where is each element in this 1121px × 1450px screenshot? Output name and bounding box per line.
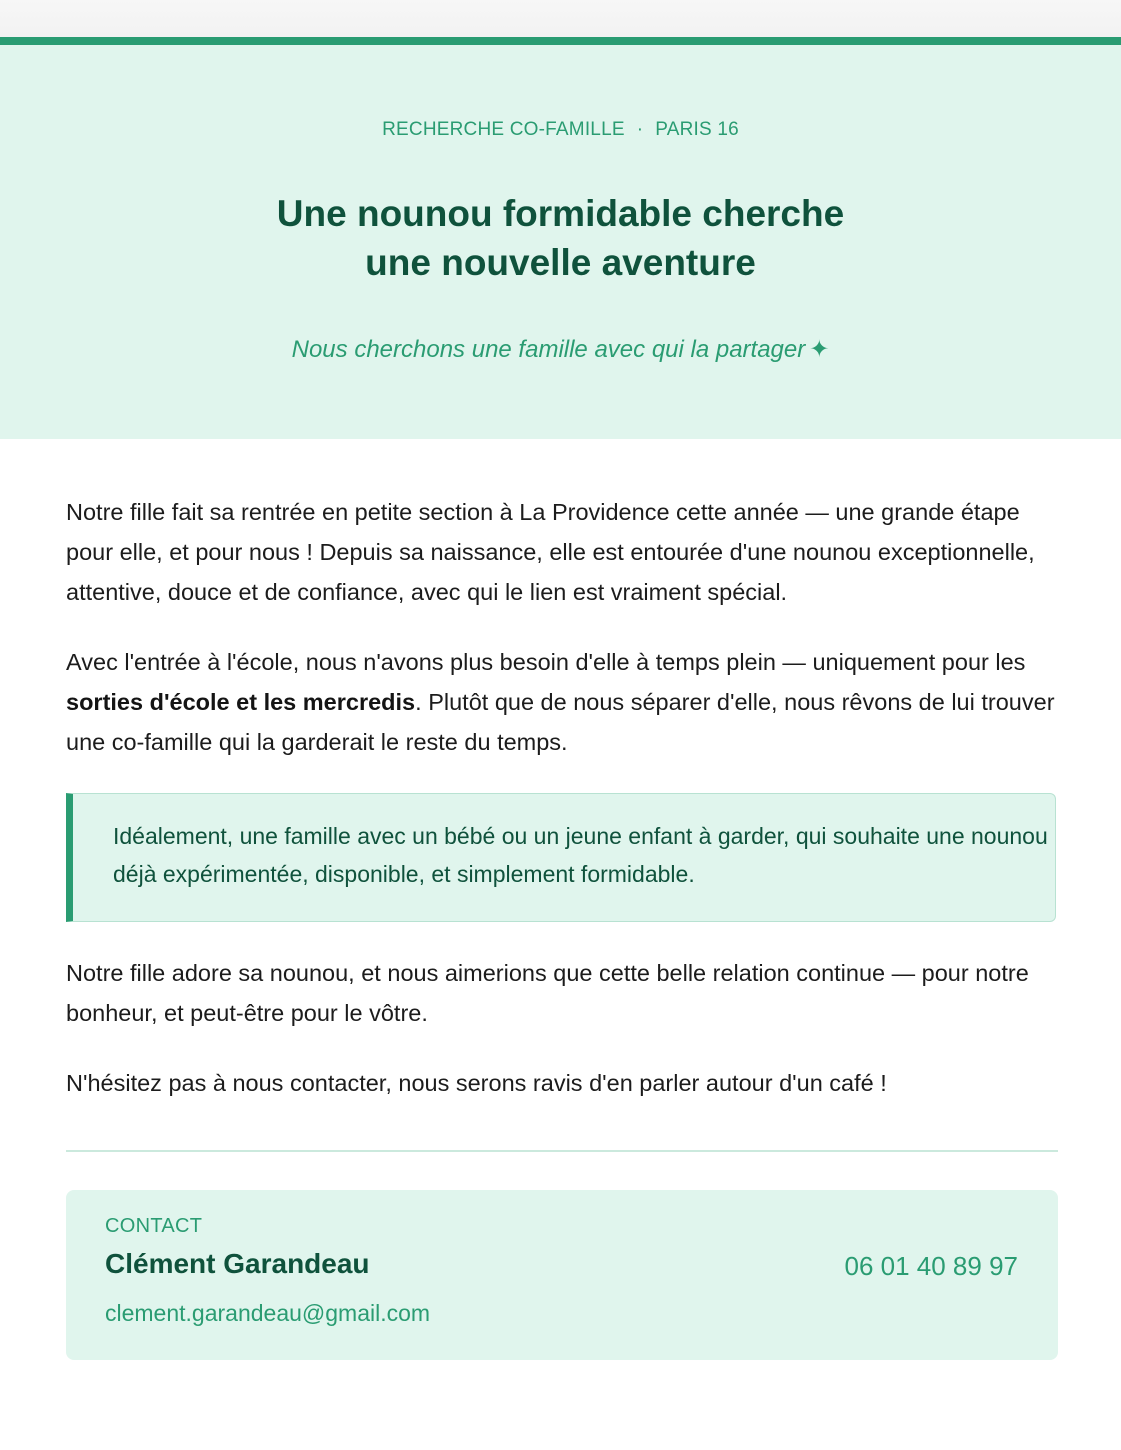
eyebrow-separator: · — [636, 119, 644, 140]
contact-name: Clément Garandeau — [105, 1248, 370, 1279]
section-divider — [66, 1150, 1058, 1152]
subtitle — [0, 335, 1121, 364]
contact-label: CONTACT — [105, 1215, 203, 1237]
paragraph-relationship: Notre fille adore sa nounou, et nous aimerions que cette belle relation continue — pour notre bonheur, et peut-être pour le vôtre. — [66, 960, 1029, 1026]
contact-phone-link[interactable]: 06 01 40 89 97 — [844, 1251, 1018, 1281]
subtitle-text: Nous cherchons une famille avec qui la partager — [291, 336, 806, 363]
eyebrow-category: RECHERCHE CO-FAMILLE — [382, 119, 625, 140]
sparkle-icon: ✦ — [809, 336, 830, 363]
title-line-2: une nouvelle aventure — [365, 242, 756, 283]
callout-box — [66, 793, 1056, 922]
eyebrow-location: PARIS 16 — [655, 119, 739, 140]
accent-rule — [0, 37, 1121, 45]
callout-text: Idéalement, une famille avec un bébé ou un jeune enfant à garder, qui souhaite une nounou déjà expérimentée, disponible, et simplement formidable. — [113, 823, 1048, 887]
paragraph-need-highlight: sorties d'école et les mercredis — [66, 689, 416, 715]
contact-email-link[interactable]: clement.garandeau@gmail.com — [105, 1300, 431, 1326]
top-bar — [0, 0, 1121, 37]
eyebrow — [0, 119, 1121, 141]
paragraph-need-end: . Plutôt que de nous séparer d'elle, nous rêvons de lui trouver une co-famille qui la garderait le reste du temps. — [66, 689, 1055, 755]
title-line-1: Une nounou formidable cherche — [276, 193, 845, 234]
page-title — [0, 189, 1121, 287]
paragraph-invitation: N'hésitez pas à nous contacter, nous serons ravis d'en parler autour d'un café ! — [66, 1070, 887, 1096]
paragraph-need-start: Avec l'entrée à l'école, nous n'avons plus besoin d'elle à temps plein — uniquement pour les — [66, 649, 1026, 675]
header-banner — [0, 45, 1121, 439]
paragraph-need — [66, 642, 1058, 762]
paragraph-intro: Notre fille fait sa rentrée en petite section à La Providence cette année — une grande étape pour elle, et pour nous ! Depuis sa naissance, elle est entourée d'une nounou exceptionnelle, attentive, douce et de confiance, avec qui le lien est vraiment spécial. — [66, 499, 1035, 605]
contact-card — [66, 1190, 1058, 1360]
